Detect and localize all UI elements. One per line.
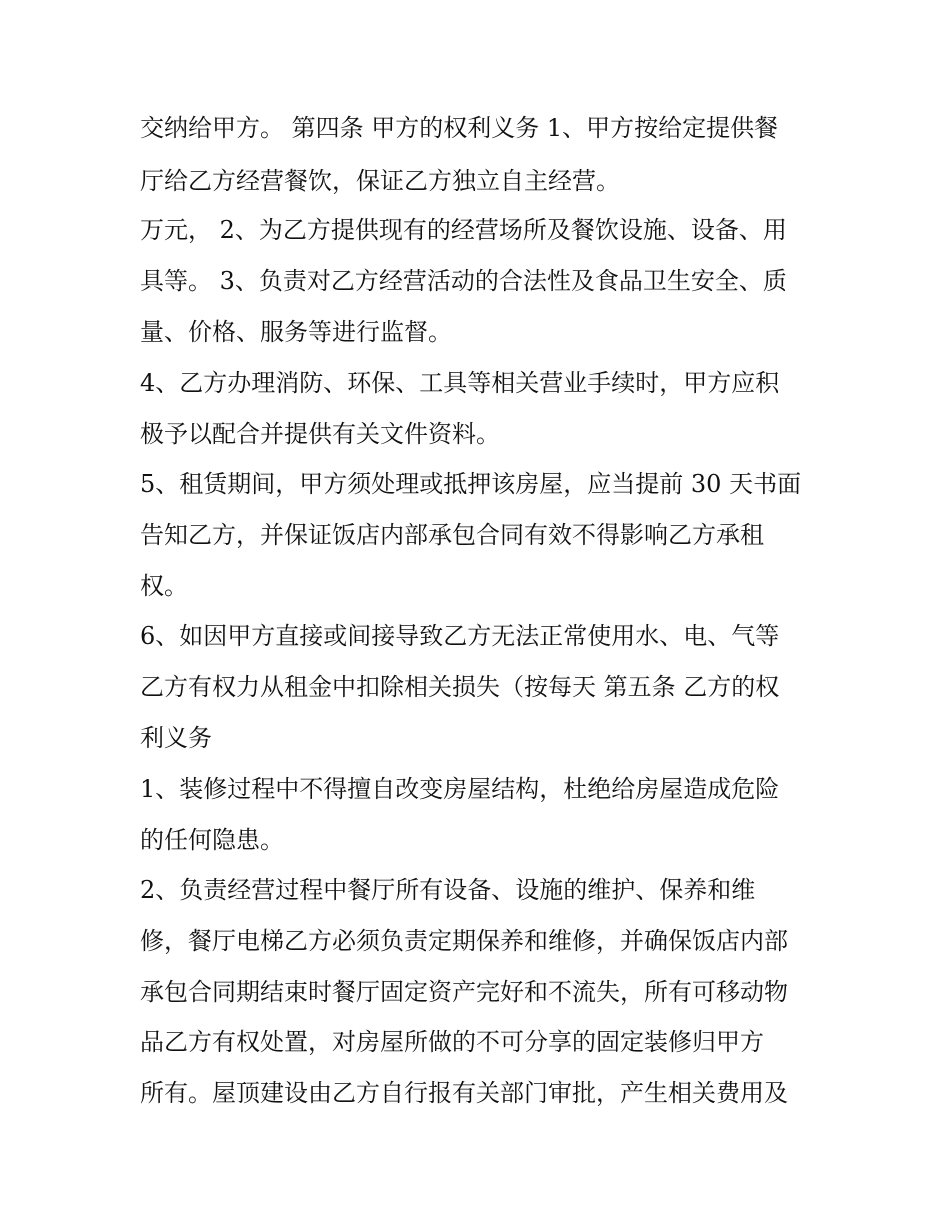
text-line: 极予以配合并提供有关文件资料。 (140, 420, 500, 448)
text-line: 6、如因甲方直接或间接导致乙方无法正常使用水、电、气等 (140, 622, 780, 650)
text-line: 告知乙方，并保证饭店内部承包合同有效不得影响乙方承租 (140, 521, 764, 549)
text-line: 修，餐厅电梯乙方必须负责定期保养和维修，并确保饭店内部 (140, 927, 788, 955)
text-line: 权。 (140, 572, 188, 600)
text-line: 厅给乙方经营餐饮，保证乙方独立自主经营。 (140, 167, 620, 195)
text-line: 2、负责经营过程中餐厅所有设备、设施的维护、保养和维 (140, 876, 756, 904)
text-line: 5、租赁期间，甲方须处理或抵押该房屋，应当提前 30 天书面 (140, 470, 802, 498)
text-line: 1、装修过程中不得擅自改变房屋结构，杜绝给房屋造成危险 (140, 775, 780, 803)
text-line: 交纳给甲方。 第四条 甲方的权利义务 1、甲方按给定提供餐 (140, 114, 779, 142)
text-line: 品乙方有权处置，对房屋所做的不可分享的固定装修归甲方 (140, 1028, 764, 1056)
text-line: 的任何隐患。 (140, 826, 284, 854)
text-line: 利义务 (140, 724, 212, 752)
text-line: 4、乙方办理消防、环保、工具等相关营业手续时，甲方应积 (140, 369, 780, 397)
text-line: 乙方有权力从租金中扣除相关损失（按每天 第五条 乙方的权 (140, 673, 780, 701)
text-line: 承包合同期结束时餐厅固定资产完好和不流失，所有可移动物 (140, 978, 788, 1006)
text-line: 量、价格、服务等进行监督。 (140, 318, 452, 346)
text-line: 所有。屋顶建设由乙方自行报有关部门审批，产生相关费用及 (140, 1079, 788, 1107)
text-line: 万元， 2、为乙方提供现有的经营场所及餐饮设施、设备、用 (140, 216, 787, 244)
text-line: 具等。 3、负责对乙方经营活动的合法性及食品卫生安全、质 (140, 267, 787, 295)
